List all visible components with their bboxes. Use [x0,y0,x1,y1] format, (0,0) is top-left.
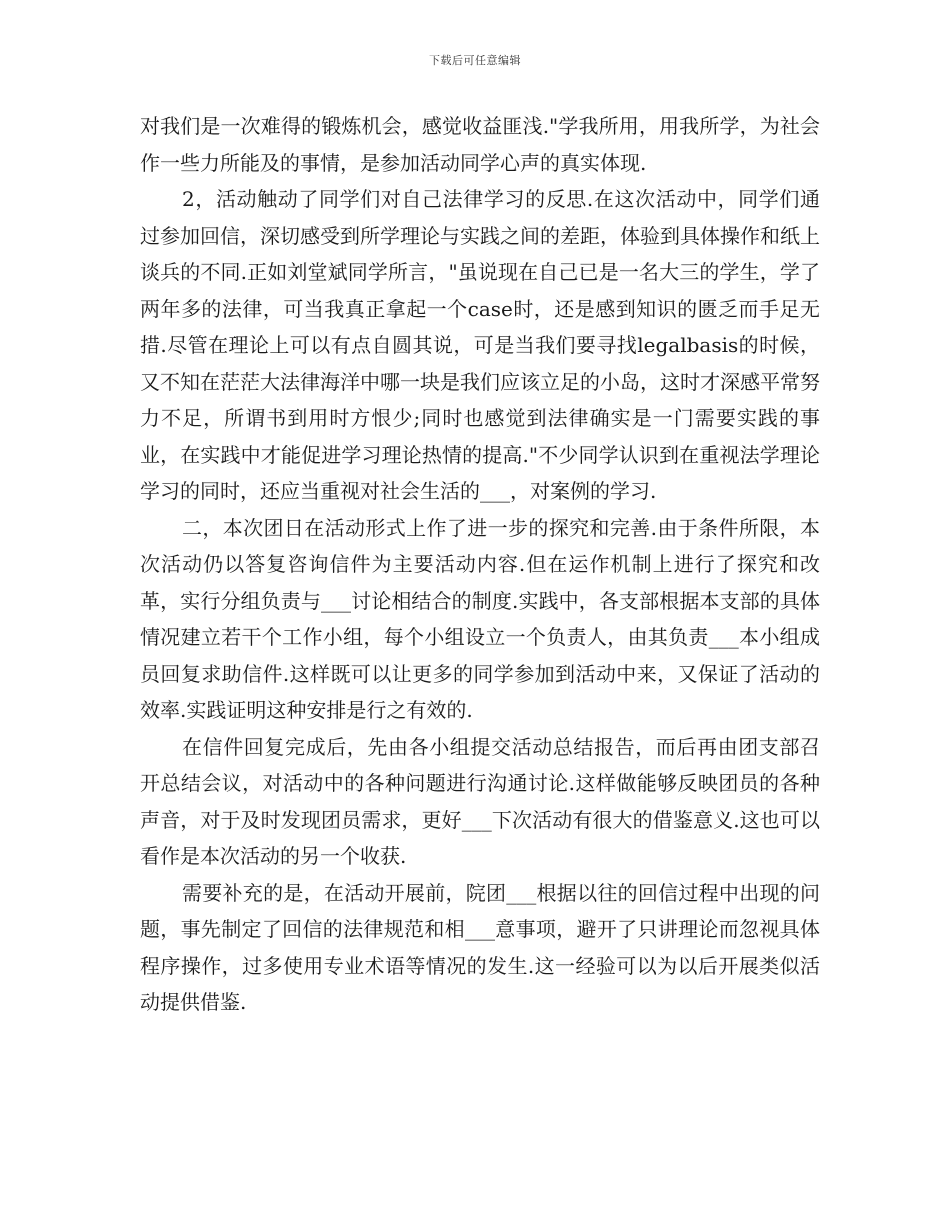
paragraph-reflection: 2，活动触动了同学们对自己法律学习的反思.在这次活动中，同学们通过参加回信，深切感受到所学理论与实践之间的差距，体验到具体操作和纸上谈兵的不同.正如刘堂斌同学所言，"虽说现在自己已是一名大三的学生，学了两年多的法律，可当我真正拿起一个case时，还是感到知识的匮乏而手足无措.尽管在理论上可以有点自圆其说，可是当我们要寻找legalbasis的时候，又不知在茫茫大法律海洋中哪一块是我们应该立足的小岛，这时才深感平常努力不足，所谓书到用时方恨少;同时也感觉到法律确实是一门需要实践的事业，在实践中才能促进学习理论热情的提高."不少同学认识到在重视法学理论学习的同时，还应当重视对社会生活的___，对案例的学习. [140,187,820,503]
paragraph-activity-form: 二，本次团日在活动形式上作了进一步的探究和完善.由于条件所限，本次活动仍以答复咨询信件为主要活动内容.但在运作机制上进行了探究和改革，实行分组负责与___讨论相结合的制度.实践中，各支部根据本支部的具体情况建立若干个工作小组，每个小组设立一个负责人，由其负责___本小组成员回复求助信件.这样既可以让更多的同学参加到活动中来，又保证了活动的效率.实践证明这种安排是行之有效的. [140,515,820,722]
paragraph-continuation: 对我们是一次难得的锻炼机会，感觉收益匪浅."学我所用，用我所学，为社会作一些力所能及的事情，是参加活动同学心声的真实体现. [140,114,820,175]
paragraph-supplement: 需要补充的是，在活动开展前，院团___根据以往的回信过程中出现的问题，事先制定了回信的法律规范和相___意事项，避开了只讲理论而忽视具体程序操作，过多使用专业术语等情况的发生.这一经验可以为以后开展类似活动提供借鉴. [140,880,820,1014]
document-body [140,108,820,1021]
paragraph-summary-meeting: 在信件回复完成后，先由各小组提交活动总结报告，而后再由团支部召开总结会议，对活动中的各种问题进行沟通讨论.这样做能够反映团员的各种声音，对于及时发现团员需求，更好___下次活动有很大的借鉴意义.这也可以看作是本次活动的另一个收获. [140,734,820,868]
page-header: 下载后可任意编辑 [429,54,521,67]
